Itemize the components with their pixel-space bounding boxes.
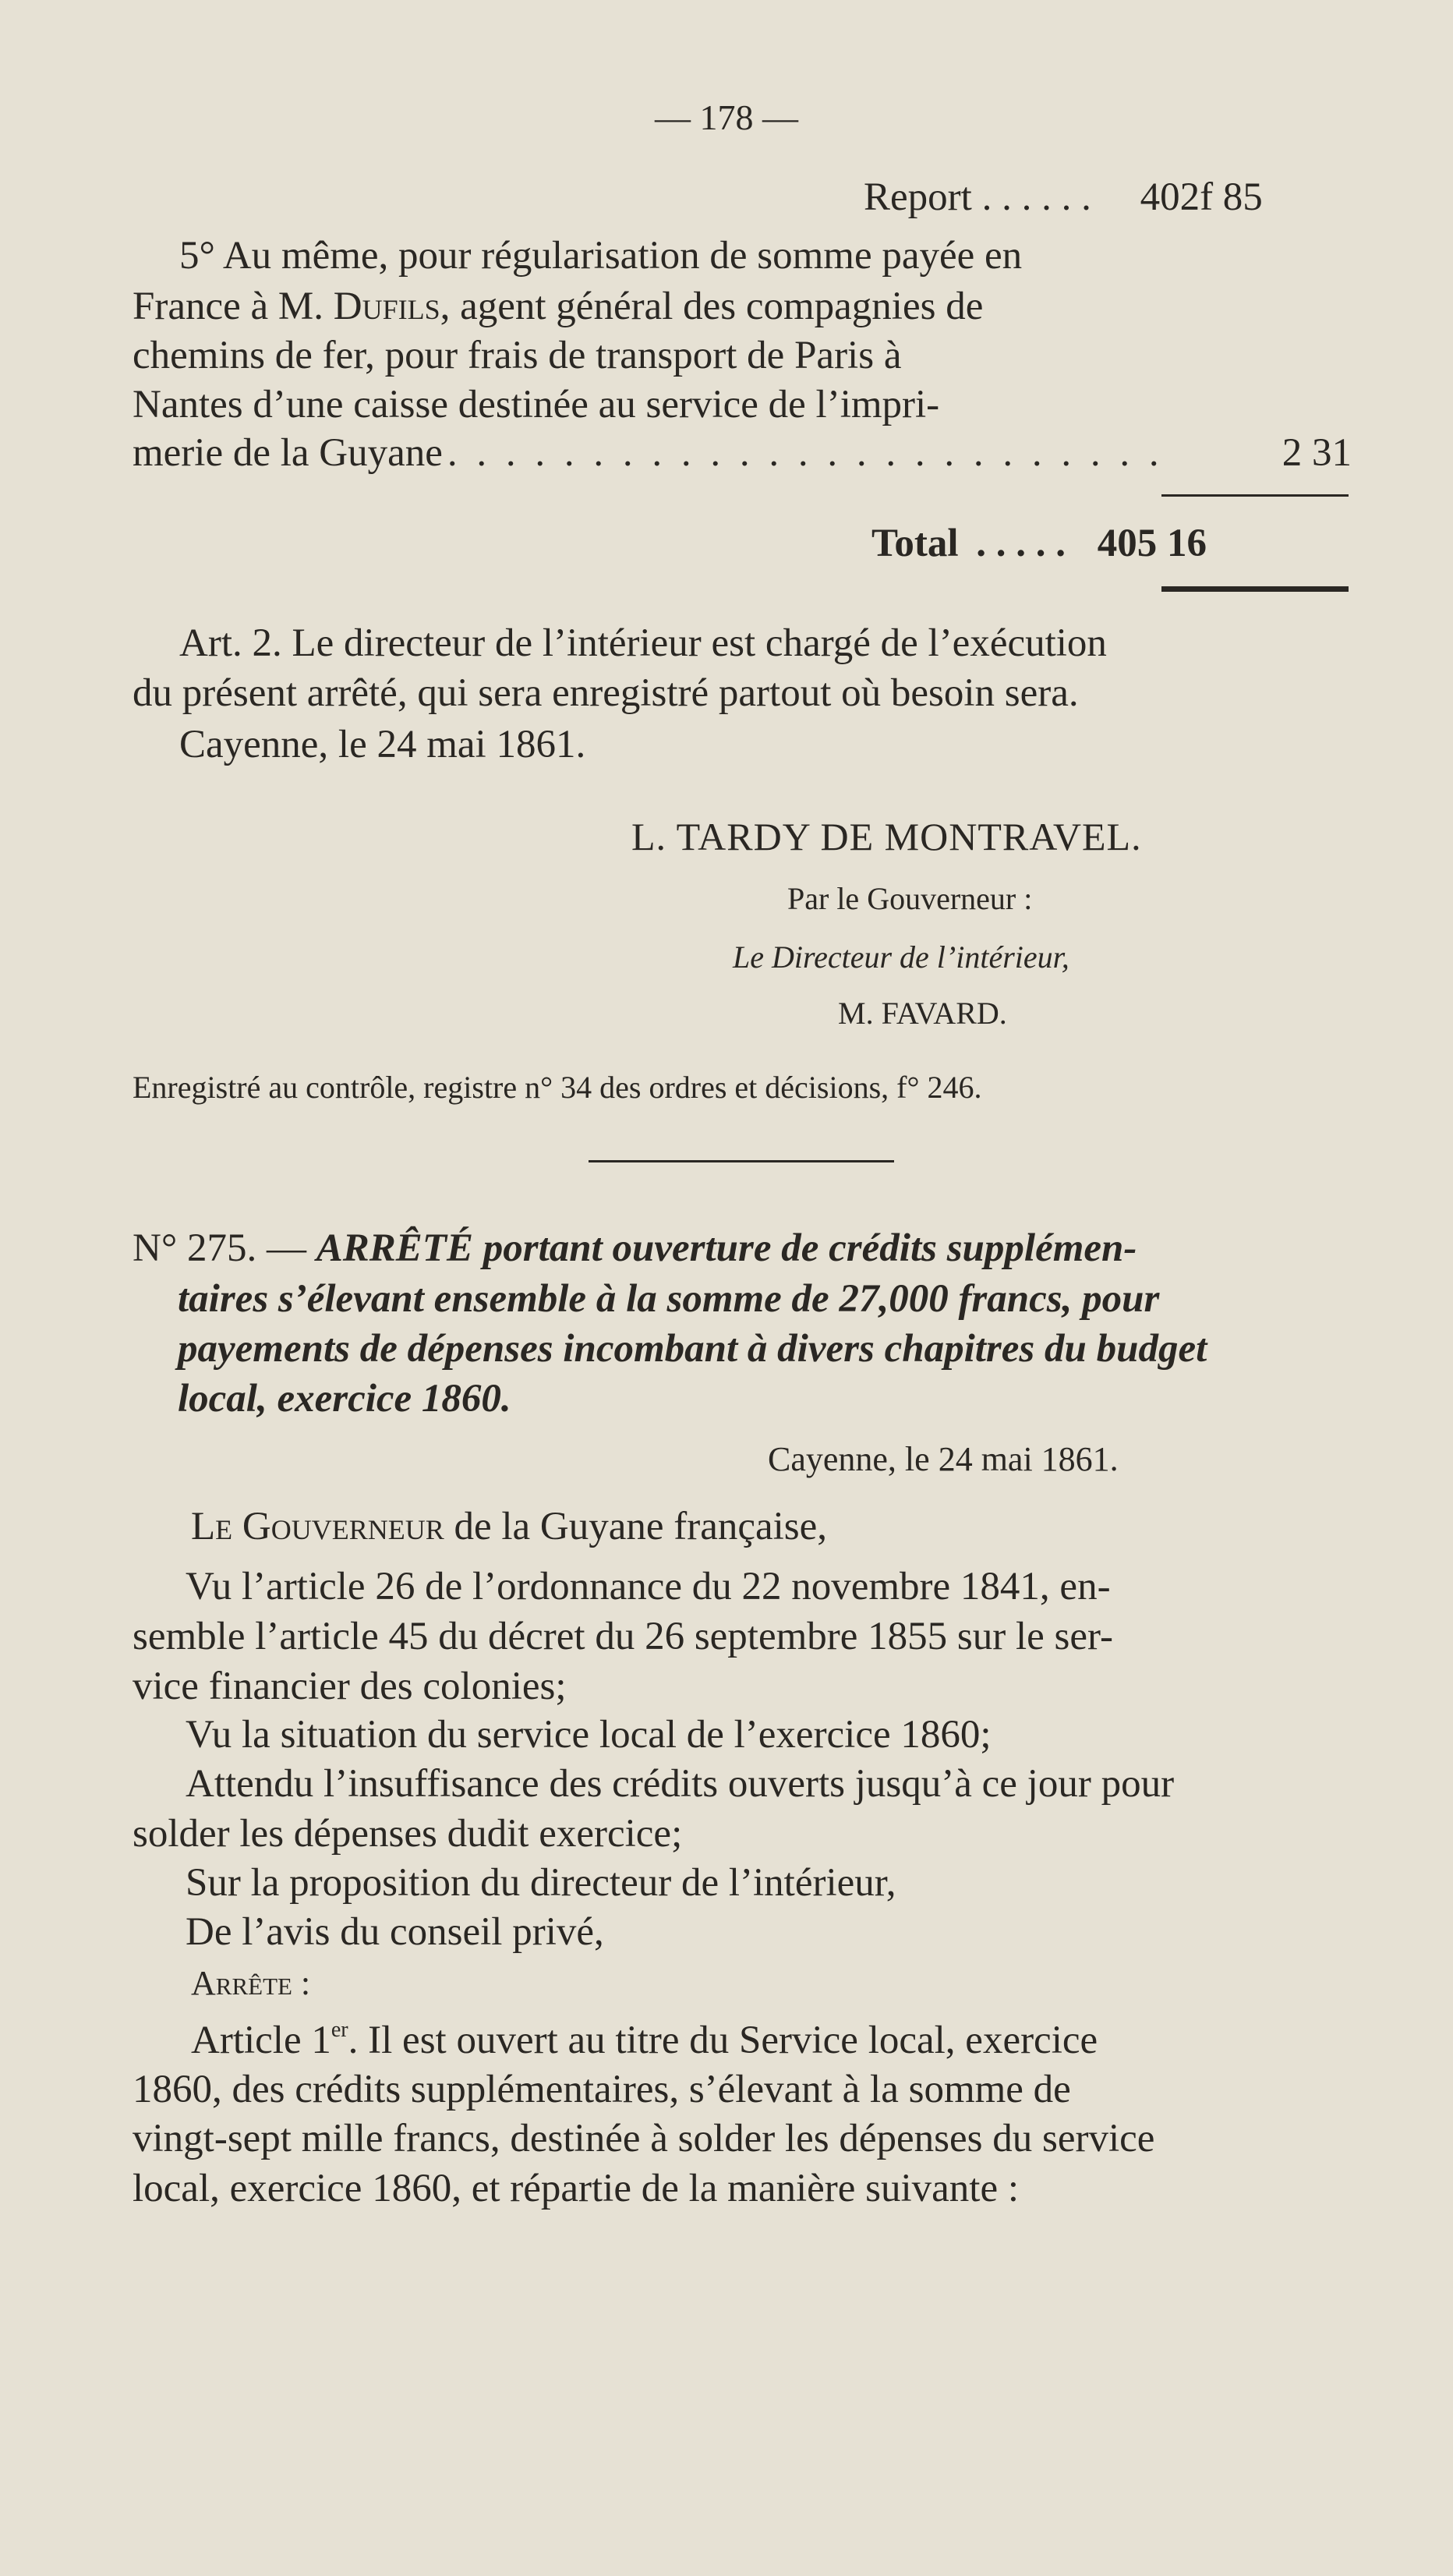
vu1-line2: semble l’article 45 du décret du 26 septembre 1855 sur le ser- <box>133 1615 1113 1658</box>
total-label: Total <box>871 522 959 565</box>
signature-par: Par le Gouverneur : <box>787 881 1033 916</box>
gouverneur-label: Le Gouverneur <box>191 1505 444 1548</box>
signature-role: Le Directeur de l’intérieur, <box>733 939 1069 975</box>
total-line <box>871 524 1207 564</box>
item5-line3: chemins de fer, pour frais de transport de Paris à <box>133 334 902 377</box>
total-rule <box>1161 586 1349 592</box>
total-dots: . . . . . <box>976 522 1066 565</box>
report-label: Report <box>864 175 972 219</box>
decree-dateline: Cayenne, le 24 mai 1861. <box>768 1440 1119 1478</box>
article1-text: . Il est ouvert au titre du Service local, exercice <box>348 2019 1098 2062</box>
total-amount: 405 16 <box>1097 522 1207 565</box>
art2-line1: Art. 2. Le directeur de l’intérieur est chargé de l’exécution <box>179 621 1107 665</box>
item5-line1: 5° Au même, pour régularisation de somme payée en <box>179 234 1023 278</box>
decree-title-line1 <box>133 1226 1137 1270</box>
vu1-line1: Vu l’article 26 de l’ordonnance du 22 novembre 1841, en- <box>186 1565 1111 1608</box>
article1-sup: er <box>331 2017 348 2042</box>
decree-number: N° 275. — <box>133 1226 316 1270</box>
de-line: De l’avis du conseil privé, <box>186 1910 604 1954</box>
article1-line3: vingt-sept mille francs, destinée à solder les dépenses du service <box>133 2117 1155 2160</box>
item5-line2-b: , agent général des compagnies de <box>440 285 984 328</box>
item5-amount: 2 31 <box>1282 431 1352 475</box>
subtotal-rule <box>1161 494 1349 497</box>
article1-line1 <box>191 2017 1098 2062</box>
report-line <box>864 175 1263 219</box>
sur-line: Sur la proposition du directeur de l’intérieur, <box>186 1861 896 1905</box>
item5-line5-text: merie de la Guyane <box>133 431 443 475</box>
item5-line2 <box>133 287 983 327</box>
gouverneur-line <box>191 1507 827 1547</box>
article1-label: Article 1 <box>191 2019 331 2062</box>
vu2-line: Vu la situation du service local de l’exercice 1860; <box>186 1713 992 1757</box>
item5-dots: . . . . . . . . . . . . . . . . . . . . . . . . . <box>447 433 1164 473</box>
decree-title-line2: taires s’élevant ensemble à la somme de 27,000 francs, pour <box>178 1277 1160 1321</box>
registration-note: Enregistré au contrôle, registre n° 34 des ordres et décisions, f° 246. <box>133 1070 982 1105</box>
page-number: — 178 — <box>655 97 798 137</box>
art2-line3: Cayenne, le 24 mai 1861. <box>179 723 586 766</box>
report-dots: . . . . . . <box>981 175 1091 219</box>
item5-line2-a: France à M. <box>133 285 334 328</box>
vu1-line3: vice financier des colonies; <box>133 1665 567 1708</box>
decree-title-line3: payements de dépenses incombant à divers chapitres du budget <box>178 1327 1207 1371</box>
section-divider <box>589 1160 894 1162</box>
signature-signer: M. FAVARD. <box>838 996 1007 1031</box>
article1-line4: local, exercice 1860, et répartie de la manière suivante : <box>133 2167 1020 2210</box>
item5-line5 <box>133 433 1352 473</box>
arrete-heading: Arrête : <box>191 1964 311 2002</box>
item5-name: Dufils <box>333 285 440 328</box>
decree-title-part1: ARRÊTÉ portant ouverture de crédits supplémen- <box>316 1226 1137 1270</box>
decree-title-line4: local, exercice 1860. <box>178 1377 511 1421</box>
article1-line2: 1860, des crédits supplémentaires, s’élevant à la somme de <box>133 2068 1071 2111</box>
art2-line2: du présent arrêté, qui sera enregistré partout où besoin sera. <box>133 671 1079 715</box>
gouverneur-rest: de la Guyane française, <box>444 1505 828 1548</box>
attendu-line2: solder les dépenses dudit exercice; <box>133 1812 683 1856</box>
report-amount: 402f 85 <box>1140 175 1263 219</box>
item5-line4: Nantes d’une caisse destinée au service de l’impri- <box>133 383 940 426</box>
attendu-line1: Attendu l’insuffisance des crédits ouverts jusqu’à ce jour pour <box>186 1762 1175 1806</box>
signature-name: L. TARDY DE MONTRAVEL. <box>631 815 1142 858</box>
